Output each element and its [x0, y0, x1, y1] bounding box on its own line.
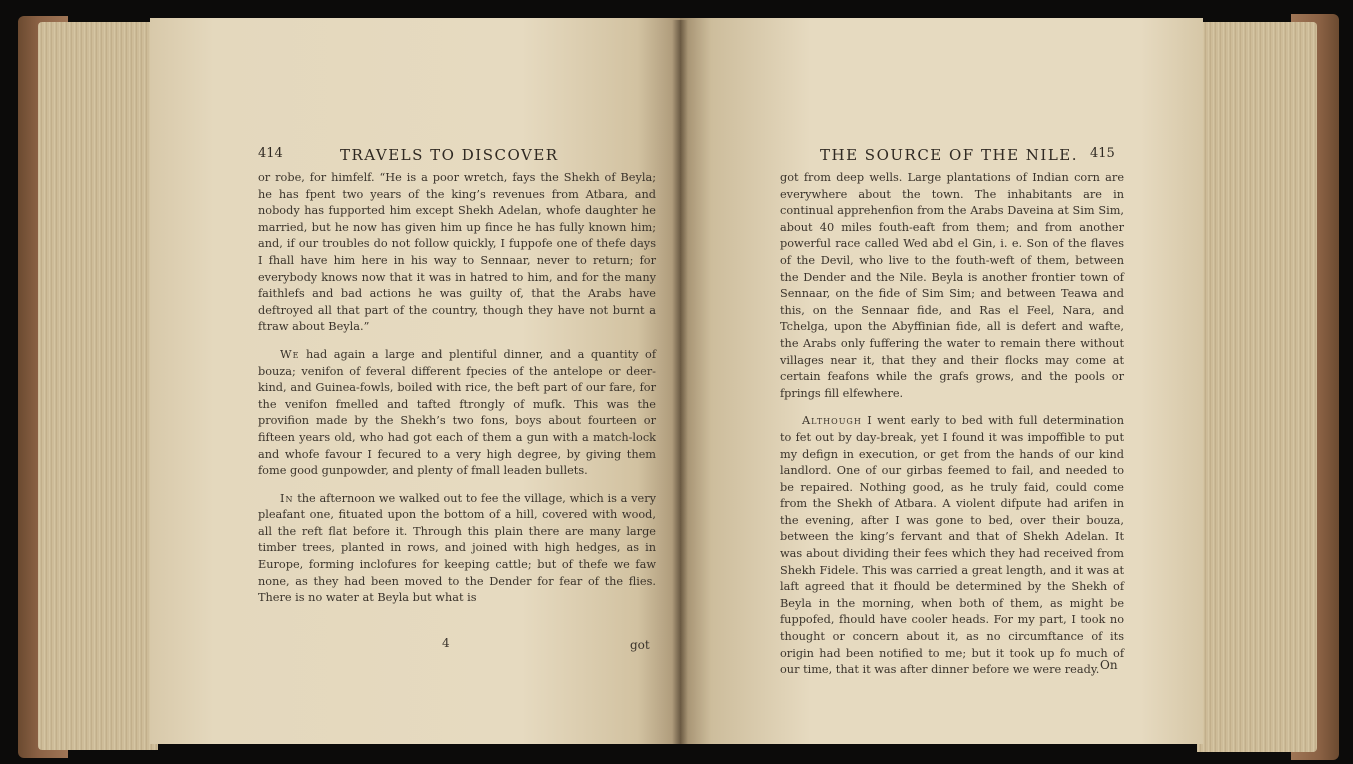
right-running-head: THE SOURCE OF THE NILE.	[820, 146, 1079, 164]
left-page-body	[258, 170, 656, 618]
left-paragraph-3-text: the afternoon we walked out to fee the village, which is a very pleafant one, fituated upon the bottom of a hill, covered with wood, all the reft flat before it. Through this plain there are many large timber trees, planted in rows, and joined with high hedges, as in Europe, forming inclofures for keeping cattle; but of thefe we faw none, as they had been moved to the Dender for fear of the flies. There is no water at Beyla but what is	[258, 491, 656, 605]
left-paragraph-2	[258, 347, 656, 480]
right-paragraph-1-text: got from deep wells. Large plantations of Indian corn are everywhere about the town. The inhabitants are in continual apprehenfion from the Arabs Daveina at Sim Sim, about 40 miles fouth-eaft from them; and from another powerful race called Wed abd el Gin, i. e. Son of the flaves of the Devil, who live to the fouth-weft of them, between the Dender and the Nile. Beyla is another frontier town of Sennaar, on the fide of Sim Sim; and between Teawa and this, on the Sennaar fide, and Ras el Feel, Nara, and Tchelga, upon the Abyffinian fide, all is defert and wafte, the Arabs only fuffering the water to remain there without villages near it, that they and their flocks may come at certain feafons while the grafs grows, and the pools or fprings fill elfewhere.	[780, 171, 1124, 400]
page-edges-right	[1197, 22, 1317, 752]
book-gutter	[672, 20, 688, 744]
left-catchword: got	[630, 638, 650, 652]
left-paragraph-1-text: or robe, for himfelf. “He is a poor wretch, fays the Shekh of Beyla; he has fpent two years of the king’s revenues from Atbara, and nobody has fupported him except Shekh Adelan, whofe daughter he married, but he now has given him up fince he has fully known him; and, if our troubles do not follow quickly, I fuppofe one of thefe days I fhall have him here in his way to Sennaar, never to return; for everybody knows now that it was in hatred to him, and for the many faithlefs and bad actions he was guilty of, that the Arabs have deftroyed all that part of the country, though they have not burnt a ftraw about Beyla.”	[258, 171, 656, 334]
left-running-head: TRAVELS TO DISCOVER	[340, 146, 559, 164]
left-signature-mark: 4	[442, 636, 450, 650]
left-page	[150, 18, 680, 744]
left-paragraph-2-text: had again a large and plentiful dinner, and a quantity of bouza; venifon of feveral different fpecies of the antelope or deer-kind, and Guinea-fowls, boiled with rice, the beft part of our fare, for the venifon fmelled and tafted ftrongly of mufk. This was the provifion made by the Shekh’s two fons, boys about fourteen or fifteen years old, who had got each of them a gun with a match-lock and whofe favour I fecured to a very high degree, by giving them fome good gunpowder, and plenty of fmall leaden bullets.	[258, 347, 656, 478]
left-page-number: 414	[258, 146, 283, 161]
right-page-number: 415	[1090, 146, 1115, 161]
left-paragraph-1	[258, 170, 656, 336]
left-paragraph-3-lead: In	[280, 491, 294, 505]
right-paragraph-2-lead: Although	[802, 414, 862, 428]
right-page-body	[780, 170, 1124, 690]
right-paragraph-1	[780, 170, 1124, 402]
page-edges-left	[38, 22, 158, 750]
right-paragraph-2	[780, 413, 1124, 679]
right-page	[680, 18, 1203, 744]
right-paragraph-2-text: I went early to bed with full determination to fet out by day-break, yet I found it was impoffible to put my defign in execution, or get from the hands of our kind landlord. One of our girbas feemed to fail, and needed to be repaired. Nothing good, as he truly faid, could come from the Shekh of Atbara. A violent difpute had arifen in the evening, after I was gone to bed, over their bouza, between the king’s fervant and that of Shekh Adelan. It was about dividing their fees which they had received from Shekh Fidele. This was carried a great length, and it was at laft agreed that it fhould be determined by the Shekh of Beyla in the morning, when both of them, as might be fuppofed, fhould have cooler heads. For my part, I took no thought or concern about it, as no circumftance of its origin had been notified to me; but it took up fo much of our time, that it was after dinner before we were ready.	[780, 414, 1124, 677]
left-paragraph-3	[258, 491, 656, 607]
right-catchword: On	[1100, 658, 1118, 672]
left-paragraph-2-lead: We	[280, 347, 300, 361]
